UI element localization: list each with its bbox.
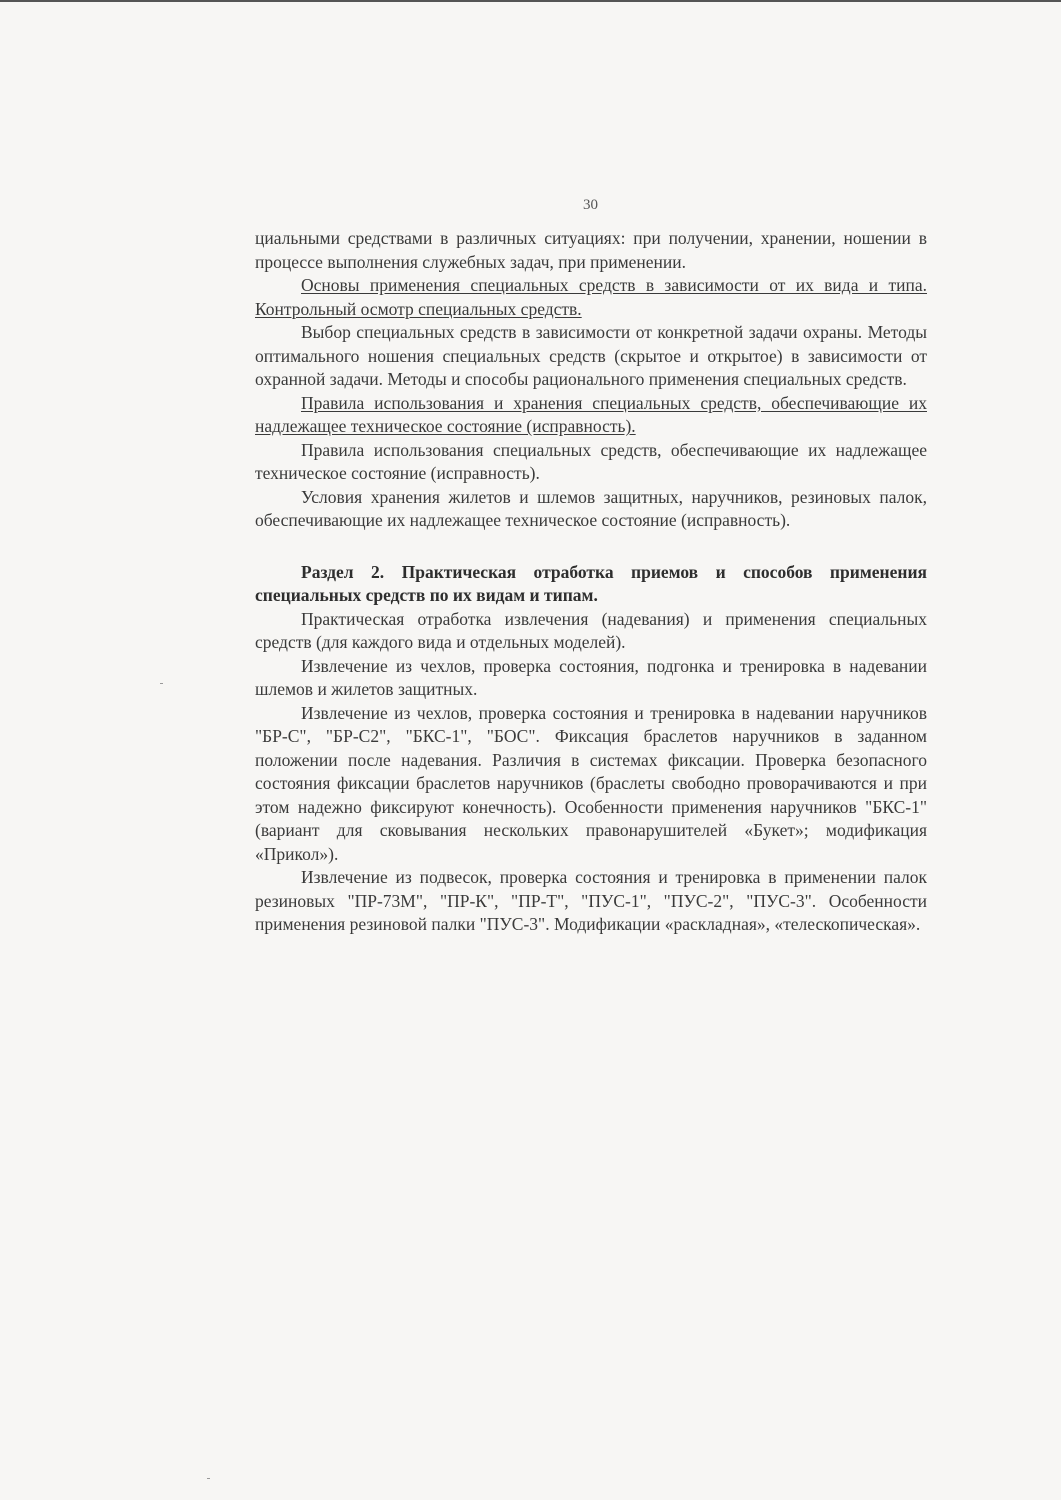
section-2-heading: Раздел 2. Практическая отработка приемов и способов применения специальных средств по их видам и типам. xyxy=(255,561,927,605)
paragraph-practice: Практическая отработка извлечения (надевания) и применения специальных средств (для каждого вида и отдельных моделей). xyxy=(255,608,927,652)
paragraph-storage: Условия хранения жилетов и шлемов защитных, наручников, резиновых палок, обеспечивающие их надлежащее техническое состояние (исправность). xyxy=(255,486,927,530)
scan-speck xyxy=(160,683,163,684)
paragraph-selection: Выбор специальных средств в зависимости от конкретной задачи охраны. Методы оптимального ношения специальных средств (скрытое и открытое) в зависимости от охранной задачи. Методы и способы рационального применения специальных средств. xyxy=(255,322,927,389)
subheading-basics: Основы применения специальных средств в зависимости от их вида и типа. Контрольный осмотр специальных средств. xyxy=(255,275,927,319)
scan-top-edge xyxy=(0,0,1061,2)
page-number: 30 xyxy=(583,197,598,213)
paragraph-batons: Извлечение из подвесок, проверка состояния и тренировка в применении палок резиновых "ПР-73М", "ПР-К", "ПР-Т", "ПУС-1", "ПУС-2", "ПУС-3". Особенности применения резиновой палки "ПУС-3". Модификации «раскладная», «телескопическая». xyxy=(255,867,927,934)
paragraph-handcuffs: Извлечение из чехлов, проверка состояния и тренировка в надевании наручников "БР-С", "БР-С2", "БКС-1", "БОС". Фиксация браслетов наручников в заданном положении после надевания. Различия в системах фиксации. Проверка безопасного состояния фиксации браслетов наручников (браслеты свободно проворачиваются и при этом надежно фиксируют конечность). Особенности применения наручников "БКС-1" (вариант для сковывания нескольких правонарушителей «Букет»; модификация «Прикол»). xyxy=(255,702,927,864)
subheading-rules: Правила использования и хранения специальных средств, обеспечивающие их надлежащее техническое состояние (исправность). xyxy=(255,392,927,436)
scan-speck xyxy=(207,1478,210,1479)
paragraph-helmets-vests: Извлечение из чехлов, проверка состояния, подгонка и тренировка в надевании шлемов и жилетов защитных. xyxy=(255,655,927,699)
paragraph-rules: Правила использования специальных средств, обеспечивающие их надлежащее техническое состояние (исправность). xyxy=(255,439,927,483)
paragraph-continuation: циальными средствами в различных ситуациях: при получении, хранении, ношении в процессе выполнения служебных задач, при применении. xyxy=(255,228,927,272)
text-body xyxy=(255,227,927,937)
